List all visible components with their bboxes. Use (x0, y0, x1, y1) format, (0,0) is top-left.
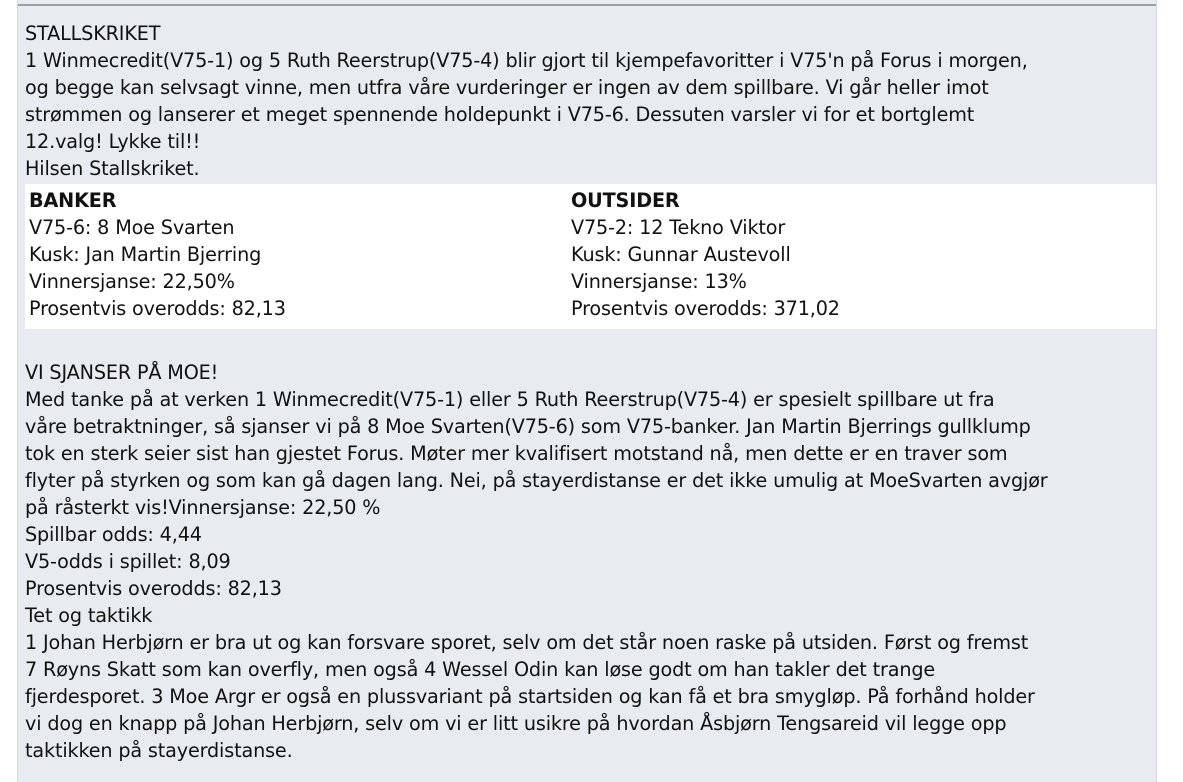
outsider-race: V75-2: 12 Tekno Viktor (571, 216, 786, 239)
banker-column (29, 187, 571, 326)
intro-line: 1 Winmecredit(V75-1) og 5 Ruth Reerstrup(V75-4) blir gjort til kjempefavoritter i V75'n på Forus i morgen, (25, 49, 1028, 72)
intro-line: strømmen og lanserer et meget spennende holdepunkt i V75-6. Dessuten varsler vi for et bortglemt (25, 103, 975, 126)
outsider-overodds: Prosentvis overodds: 371,02 (571, 297, 840, 320)
outsider-driver: Kusk: Gunnar Austevoll (571, 243, 791, 266)
stat-line: Prosentvis overodds: 82,13 (25, 577, 282, 600)
tactics-line: 1 Johan Herbjørn er bra ut og kan forsvare sporet, selv om det står noen raske på utsiden. Først og fremst (25, 631, 1029, 654)
tactics-line: 7 Røyns Skatt som kan overfly, men også 4 Wessel Odin kan løse godt om han takler det trange (25, 658, 936, 681)
outsider-win-chance: Vinnersjanse: 13% (571, 270, 747, 293)
stat-line: Spillbar odds: 4,44 (25, 523, 202, 546)
analysis-line: Med tanke på at verken 1 Winmecredit(V75-1) eller 5 Ruth Reerstrup(V75-4) er spesielt spillbare ut fra (25, 388, 995, 411)
article-content (25, 20, 1151, 764)
banker-overodds: Prosentvis overodds: 82,13 (29, 297, 286, 320)
stat-line: V5-odds i spillet: 8,09 (25, 550, 231, 573)
outsider-heading: OUTSIDER (571, 189, 680, 212)
picks-table (25, 184, 1156, 329)
analysis-line: tok en sterk seier sist han gjestet Forus. Møter mer kvalifisert motstand nå, men dette er en traver som (25, 442, 1008, 465)
analysis-heading: VI SJANSER PÅ MOE! (25, 361, 219, 384)
article-title: STALLSKRIKET (25, 22, 161, 45)
tactics-heading: Tet og taktikk (25, 604, 153, 627)
section-spacer (25, 329, 1151, 359)
article-frame (17, 0, 1157, 782)
intro-line: og begge kan selvsagt vinne, men utfra våre vurderinger er ingen av dem spillbare. Vi går heller imot (25, 76, 989, 99)
banker-driver: Kusk: Jan Martin Bjerring (29, 243, 262, 266)
analysis-line: våre betraktninger, så sjanser vi på 8 Moe Svarten(V75-6) som V75-banker. Jan Martin Bjerrings gullklump (25, 415, 1031, 438)
tactics-line: fjerdesporet. 3 Moe Argr er også en plussvariant på startsiden og kan få et bra smygløp. På forhånd holder (25, 685, 1035, 708)
top-divider (18, 4, 1156, 6)
outsider-column (571, 187, 1131, 326)
tactics-line: vi dog en knapp på Johan Herbjørn, selv om vi er litt usikre på hvordan Åsbjørn Tengsareid vil legge opp (25, 712, 1007, 735)
intro-signature: Hilsen Stallskriket. (25, 157, 200, 180)
banker-win-chance: Vinnersjanse: 22,50% (29, 270, 235, 293)
tactics-line: taktikken på stayerdistanse. (25, 739, 293, 762)
analysis-line: flyter på styrken og som kan gå dagen lang. Nei, på stayerdistanse er det ikke umulig at MoeSvarten avgjør (25, 469, 1048, 492)
banker-heading: BANKER (29, 189, 117, 212)
analysis-line: på råsterkt vis!Vinnersjanse: 22,50 % (25, 496, 381, 519)
banker-race: V75-6: 8 Moe Svarten (29, 216, 235, 239)
intro-line: 12.valg! Lykke til!! (25, 130, 201, 153)
